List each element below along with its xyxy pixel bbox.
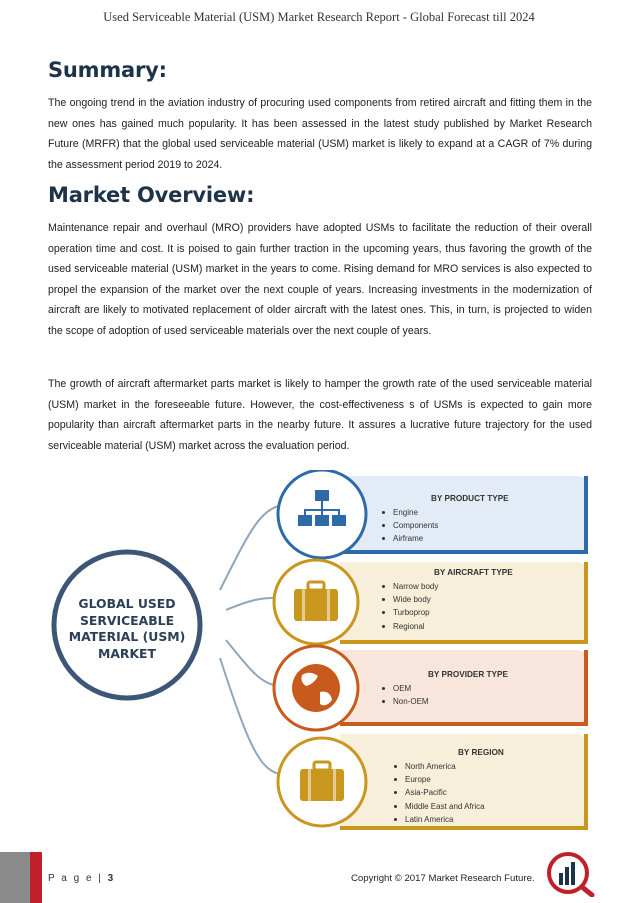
list-item: Airframe bbox=[380, 532, 438, 545]
document-header: Used Serviceable Material (USM) Market Research Report - Global Forecast till 2024 bbox=[103, 10, 535, 24]
center-title-line: SERVICEABLE bbox=[79, 612, 175, 628]
segment-list-provider-type bbox=[380, 682, 429, 708]
briefcase-icon bbox=[278, 738, 366, 826]
list-item: North America bbox=[392, 760, 485, 773]
segment-title-region: BY REGION bbox=[458, 748, 504, 757]
segment-list-aircraft-type bbox=[380, 580, 438, 633]
segment-title-product-type: BY PRODUCT TYPE bbox=[431, 494, 509, 503]
footer-red-bar bbox=[30, 852, 42, 903]
briefcase-icon bbox=[274, 560, 358, 644]
segment-list-region bbox=[392, 760, 485, 826]
list-item: Regional bbox=[380, 620, 438, 633]
overview-paragraph-1: Maintenance repair and overhaul (MRO) providers have adopted USMs to facilitate the reduction of their overall operation time and cost. It is poised to gain further traction in the upcoming years, thus favoring the growth of the used serviceable material (USM) market in the years to come. Rising demand for MRO services is also expected to propel the expansion of the market over the next couple of years. Increasing investments in the modernization of aircraft are likely to motivated replacement of older aircraft with the latest ones. This, in turn, is projected to widen the scope of adoption of used serviceable materials over the next couple of years. bbox=[48, 222, 592, 337]
list-item: Narrow body bbox=[380, 580, 438, 593]
list-item: Non-OEM bbox=[380, 695, 429, 708]
market-overview-heading: Market Overview: bbox=[48, 183, 255, 207]
infographic-center-title bbox=[60, 596, 194, 662]
segment-title-aircraft-type: BY AIRCRAFT TYPE bbox=[434, 568, 513, 577]
list-item: Europe bbox=[392, 773, 485, 786]
footer-gray-bar bbox=[0, 852, 30, 903]
list-item: Components bbox=[380, 519, 438, 532]
panel-provider-type bbox=[340, 650, 588, 726]
market-segmentation-infographic bbox=[40, 470, 600, 840]
copyright-notice: Copyright © 2017 Market Research Future. bbox=[351, 873, 535, 884]
summary-paragraph: The ongoing trend in the aviation industry of procuring used components from retired aircraft and fitting them in the new ones has gained much popularity. It has been assessed in the latest study published by Market Research Future (MRFR) that the global used serviceable material (USM) market is likely to expand at a CAGR of 7% during the assessment period 2019 to 2024. bbox=[48, 97, 592, 171]
summary-heading: Summary: bbox=[48, 58, 167, 82]
center-title-line: MARKET bbox=[98, 645, 156, 661]
overview-paragraph-2: The growth of aircraft aftermarket parts market is likely to hamper the growth rate of the used serviceable material (USM) market in the foreseeable future. However, the cost-effectiveness s of USMs is expected to gain more popularity than aircraft aftermarket parts in the nearby future. It assures a lucrative future trajectory for the used serviceable material (USM) market across the evaluation period. bbox=[48, 378, 592, 452]
list-item: Middle East and Africa bbox=[392, 800, 485, 813]
list-item: Wide body bbox=[380, 593, 438, 606]
segment-title-provider-type: BY PROVIDER TYPE bbox=[428, 670, 508, 679]
page-number-label: P a g e | 3 bbox=[48, 873, 116, 884]
segment-list-product-type bbox=[380, 506, 438, 546]
globe-icon bbox=[274, 646, 358, 730]
hierarchy-icon bbox=[278, 470, 366, 558]
list-item: Turboprop bbox=[380, 606, 438, 619]
list-item: OEM bbox=[380, 682, 429, 695]
page-label-text: P a g e bbox=[48, 873, 94, 884]
list-item: Asia-Pacific bbox=[392, 786, 485, 799]
panel-product-type bbox=[340, 476, 588, 554]
center-title-line: GLOBAL USED bbox=[78, 596, 176, 611]
page-number: 3 bbox=[107, 873, 116, 884]
market-research-future-logo bbox=[546, 851, 596, 897]
center-title-line: MATERIAL (USM) bbox=[68, 629, 186, 644]
list-item: Latin America bbox=[392, 813, 485, 826]
list-item: Engine bbox=[380, 506, 438, 519]
